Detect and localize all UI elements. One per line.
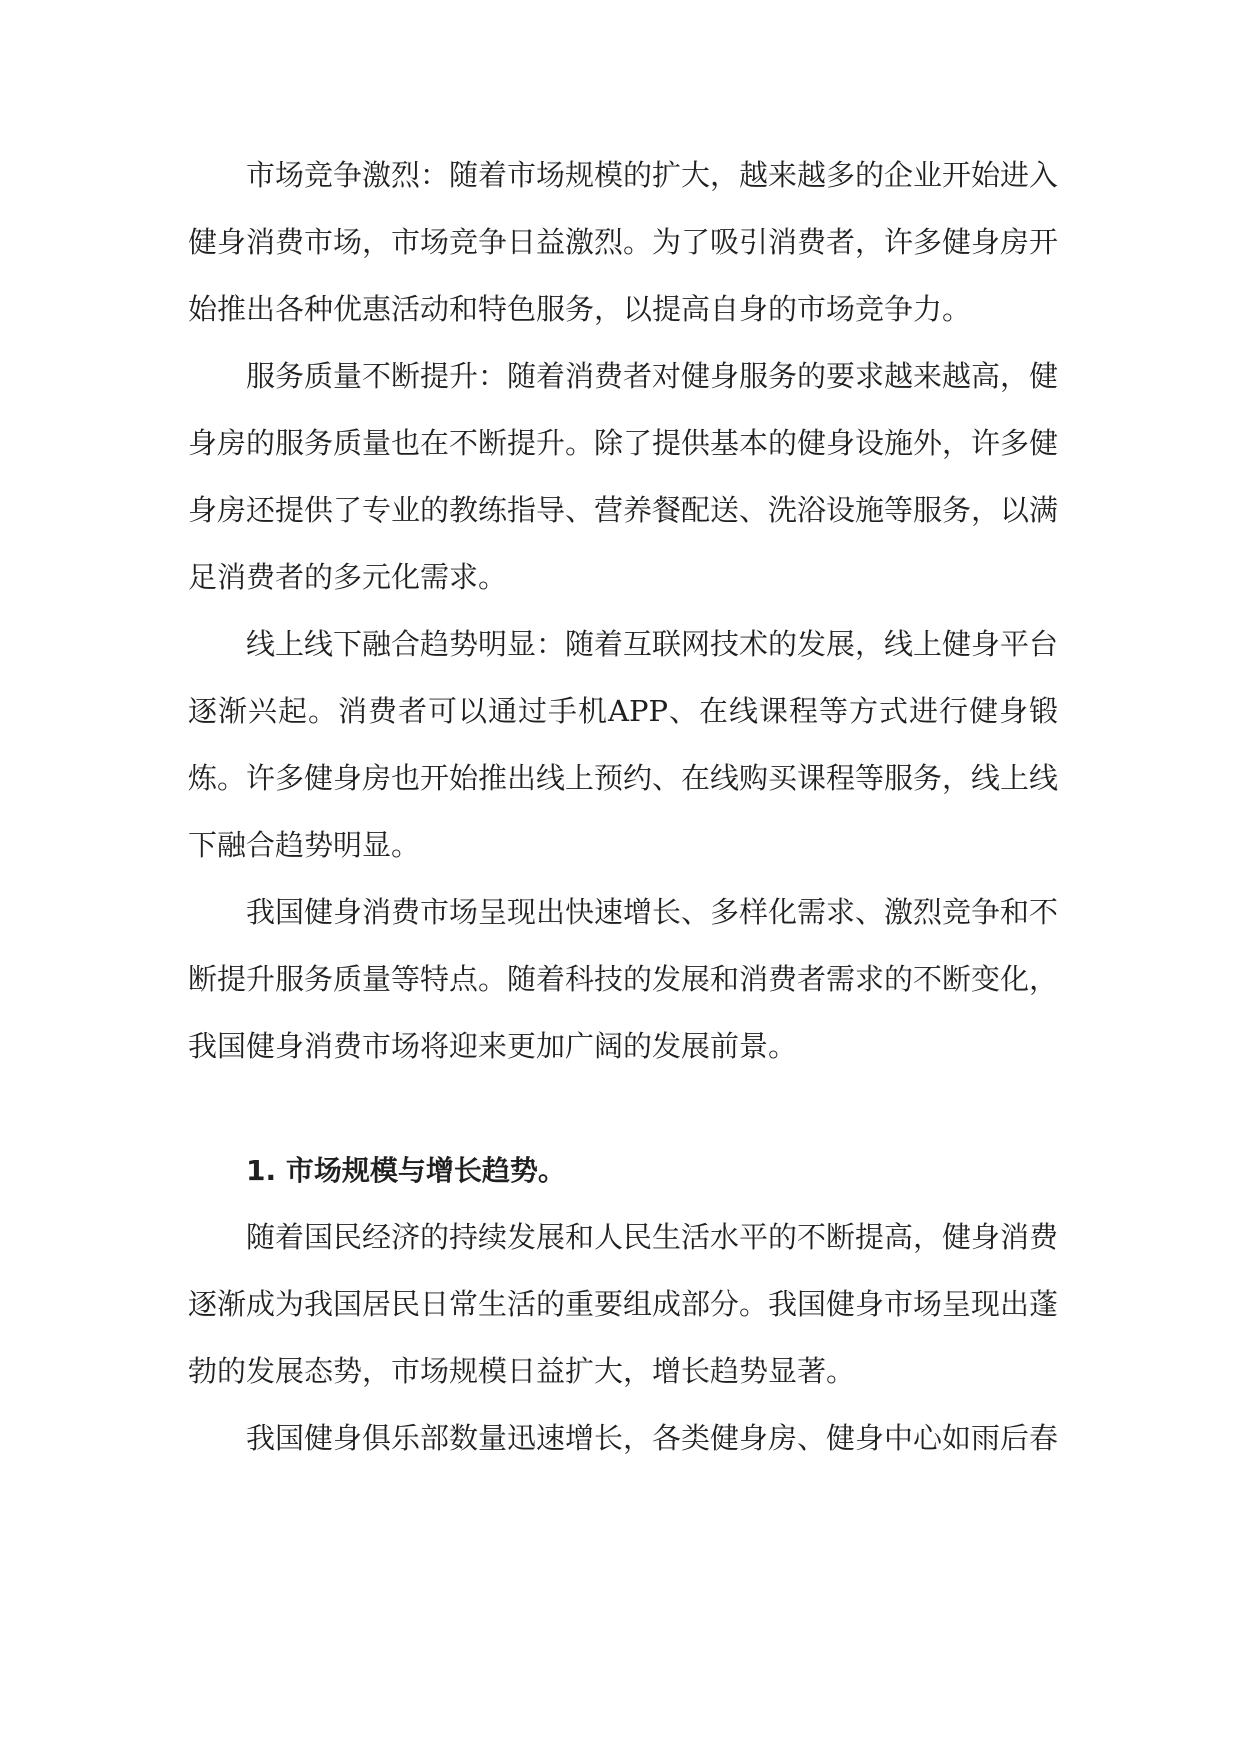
- paragraph-club-growth: 我国健身俱乐部数量迅速增长，各类健身房、健身中心如雨后春: [246, 1421, 1059, 1455]
- paragraph-market-scale: 随着国民经济的持续发展和人民生活水平的不断提高，健身消费逐渐成为我国居民日常生活的重要组成部分。我国健身市场呈现出蓬勃的发展态势，市场规模日益扩大，增长趋势显著。: [188, 1220, 1059, 1388]
- section-heading: 1. 市场规模与增长趋势。: [246, 1154, 566, 1187]
- paragraph-summary: 我国健身消费市场呈现出快速增长、多样化需求、激烈竞争和不断提升服务质量等特点。随着科技的发展和消费者需求的不断变化，我国健身消费市场将迎来更加广阔的发展前景。: [188, 895, 1059, 1063]
- paragraph-online-offline: 线上线下融合趋势明显：随着互联网技术的发展，线上健身平台逐渐兴起。消费者可以通过手机APP、在线课程等方式进行健身锻炼。许多健身房也开始推出线上预约、在线购买课程等服务，线上线下融合趋势明显。: [188, 627, 1059, 862]
- paragraph-service-quality: 服务质量不断提升：随着消费者对健身服务的要求越来越高，健身房的服务质量也在不断提升。除了提供基本的健身设施外，许多健身房还提供了专业的教练指导、营养餐配送、洗浴设施等服务，以满足消费者的多元化需求。: [188, 359, 1059, 594]
- paragraph-market-competition: 市场竞争激烈：随着市场规模的扩大，越来越多的企业开始进入健身消费市场，市场竞争日益激烈。为了吸引消费者，许多健身房开始推出各种优惠活动和特色服务，以提高自身的市场竞争力。: [188, 158, 1059, 326]
- document-body: [188, 142, 1058, 1472]
